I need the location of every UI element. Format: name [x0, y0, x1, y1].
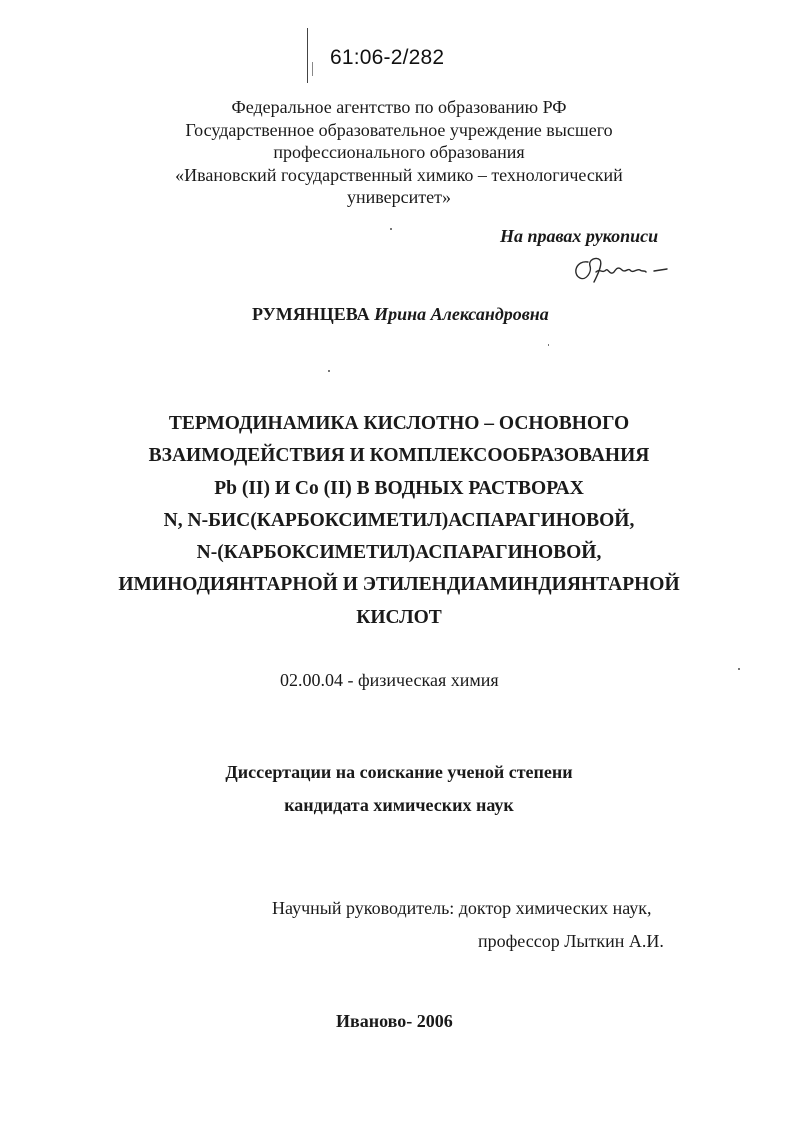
- author-given-name: Ирина Александровна: [374, 304, 549, 324]
- title-line: Pb (II) И Co (II) В ВОДНЫХ РАСТВОРАХ: [214, 477, 584, 499]
- specialty-code: 02.00.04 - физическая химия: [280, 670, 499, 690]
- stamp-vertical-line-short: [312, 62, 313, 76]
- dissertation-title: [0, 408, 798, 634]
- organization-line: Государственное образовательное учреждение высшего: [185, 119, 613, 140]
- degree-line: кандидата химических наук: [284, 795, 514, 815]
- library-code: 61:06-2/282: [330, 46, 445, 69]
- organization-line: Федеральное агентство по образованию РФ: [231, 97, 567, 117]
- organization-line: университет»: [347, 187, 451, 207]
- author-name: [252, 304, 549, 325]
- organization-line: профессионального образования: [273, 142, 525, 162]
- stamp-vertical-line: [307, 28, 308, 83]
- title-line: ИМИНОДИЯНТАРНОЙ И ЭТИЛЕНДИАМИНДИЯНТАРНОЙ: [118, 574, 680, 596]
- degree-statement: [0, 756, 798, 822]
- scan-speck: [390, 228, 392, 230]
- organization-block: [0, 96, 798, 209]
- organization-line: «Ивановский государственный химико – технологический: [175, 164, 623, 185]
- author-surname: РУМЯНЦЕВА: [252, 304, 370, 324]
- title-line: ВЗАИМОДЕЙСТВИЯ И КОМПЛЕКСООБРАЗОВАНИЯ: [148, 445, 650, 467]
- supervisor-name: профессор Лыткин А.И.: [478, 931, 664, 951]
- scan-speck: [328, 370, 330, 372]
- scan-speck: [548, 344, 549, 346]
- title-line: N, N-БИС(КАРБОКСИМЕТИЛ)АСПАРАГИНОВОЙ,: [163, 509, 635, 531]
- title-line: N-(КАРБОКСИМЕТИЛ)АСПАРАГИНОВОЙ,: [196, 542, 602, 564]
- supervisor-line: Научный руководитель: доктор химических наук,: [272, 898, 652, 918]
- handwritten-signature: [570, 252, 680, 288]
- manuscript-rights-note: На правах рукописи: [500, 226, 659, 246]
- title-line: ТЕРМОДИНАМИКА КИСЛОТНО – ОСНОВНОГО: [168, 413, 630, 434]
- title-line: КИСЛОТ: [356, 606, 442, 628]
- scan-speck: [738, 668, 740, 670]
- city-year: Иваново- 2006: [336, 1011, 453, 1031]
- degree-line: Диссертации на соискание ученой степени: [225, 762, 573, 782]
